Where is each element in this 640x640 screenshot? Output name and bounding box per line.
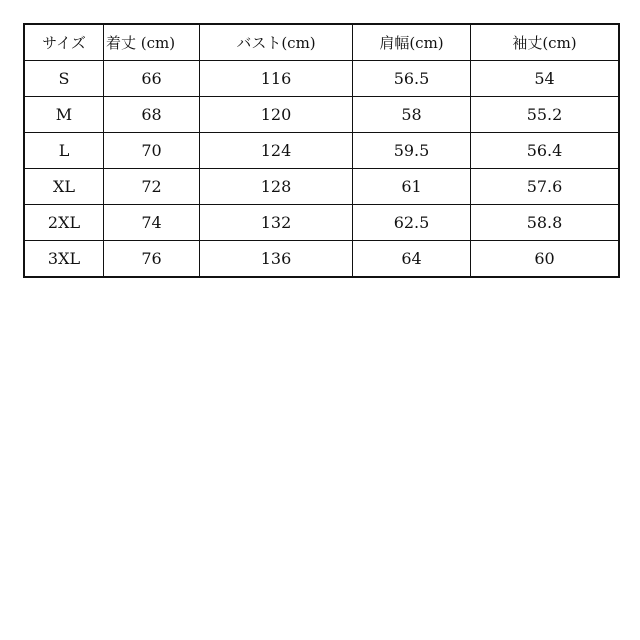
cell-size: S bbox=[24, 61, 104, 97]
cell-shoulder: 58 bbox=[353, 97, 471, 133]
cell-shoulder: 59.5 bbox=[353, 133, 471, 169]
cell-length: 70 bbox=[104, 133, 200, 169]
header-size: サイズ bbox=[24, 24, 104, 61]
cell-shoulder: 64 bbox=[353, 241, 471, 278]
table-row bbox=[24, 97, 619, 133]
cell-shoulder: 56.5 bbox=[353, 61, 471, 97]
header-shoulder: 肩幅(cm) bbox=[353, 24, 471, 61]
header-bust: バスト(cm) bbox=[200, 24, 353, 61]
table-row bbox=[24, 133, 619, 169]
cell-length: 76 bbox=[104, 241, 200, 278]
cell-bust: 120 bbox=[200, 97, 353, 133]
table-row bbox=[24, 205, 619, 241]
cell-size: L bbox=[24, 133, 104, 169]
cell-shoulder: 61 bbox=[353, 169, 471, 205]
cell-sleeve: 58.8 bbox=[471, 205, 620, 241]
cell-shoulder: 62.5 bbox=[353, 205, 471, 241]
table-row bbox=[24, 169, 619, 205]
cell-length: 72 bbox=[104, 169, 200, 205]
cell-bust: 132 bbox=[200, 205, 353, 241]
cell-size: 3XL bbox=[24, 241, 104, 278]
cell-size: XL bbox=[24, 169, 104, 205]
cell-sleeve: 54 bbox=[471, 61, 620, 97]
cell-bust: 128 bbox=[200, 169, 353, 205]
table-row bbox=[24, 61, 619, 97]
header-length: 着丈 (cm) bbox=[104, 24, 200, 61]
cell-length: 68 bbox=[104, 97, 200, 133]
cell-bust: 136 bbox=[200, 241, 353, 278]
header-sleeve: 袖丈(cm) bbox=[471, 24, 620, 61]
cell-sleeve: 56.4 bbox=[471, 133, 620, 169]
table-row bbox=[24, 241, 619, 278]
cell-sleeve: 60 bbox=[471, 241, 620, 278]
cell-size: M bbox=[24, 97, 104, 133]
cell-sleeve: 55.2 bbox=[471, 97, 620, 133]
cell-length: 74 bbox=[104, 205, 200, 241]
cell-bust: 116 bbox=[200, 61, 353, 97]
header-row bbox=[24, 24, 619, 61]
size-chart-table bbox=[23, 23, 620, 278]
cell-sleeve: 57.6 bbox=[471, 169, 620, 205]
cell-bust: 124 bbox=[200, 133, 353, 169]
cell-length: 66 bbox=[104, 61, 200, 97]
cell-size: 2XL bbox=[24, 205, 104, 241]
